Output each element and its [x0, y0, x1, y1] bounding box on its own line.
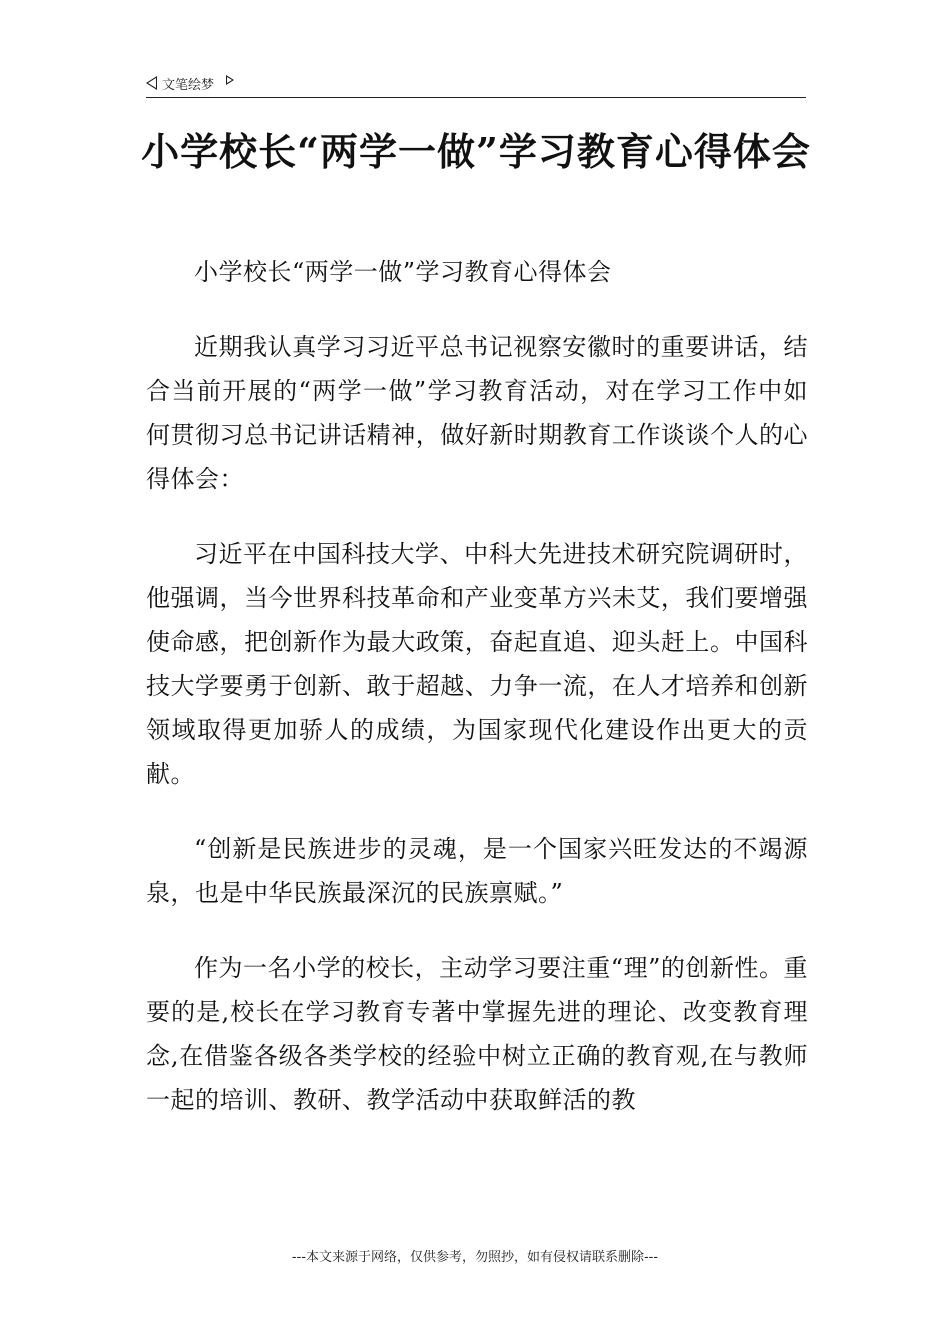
paragraph-subtitle: 小学校长“两学一做”学习教育心得体会 [194, 258, 612, 286]
triangle-left-icon [146, 76, 157, 90]
triangle-right-icon [226, 75, 234, 85]
document-body [146, 250, 808, 1153]
header-label: 文笔绘梦 [162, 77, 215, 93]
paragraph: 作为一名小学的校长，主动学习要注重“理”的创新性。重要的是,校长在学习教育专著中掌握先进的理论、改变教育理念,在借鉴各级各类学校的经验中树立正确的教育观,在与教师一起的培训、教研、教学活动中获取鲜活的教 [146, 954, 808, 1114]
document-header [146, 72, 234, 94]
header-divider [146, 97, 806, 98]
paragraph: 习近平在中国科技大学、中科大先进技术研究院调研时，他强调，当今世界科技革命和产业变革方兴未艾，我们要增强使命感，把创新作为最大政策，奋起直追、迎头赶上。中国科技大学要勇于创新、敢于超越、力争一流，在人才培养和创新领域取得更加骄人的成绩，为国家现代化建设作出更大的贡献。 [146, 540, 808, 788]
paragraph-quote: “创新是民族进步的灵魂，是一个国家兴旺发达的不竭源泉，也是中华民族最深沉的民族禀赋。” [146, 835, 808, 907]
paragraph: 近期我认真学习习近平总书记视察安徽时的重要讲话，结合当前开展的“两学一做”学习教育活动，对在学习工作中如何贯彻习总书记讲话精神，做好新时期教育工作谈谈个人的心得体会： [146, 333, 808, 493]
footer-disclaimer: ---本文来源于网络，仅供参考，勿照抄，如有侵权请联系删除--- [291, 1250, 659, 1265]
document-title: 小学校长“两学一做”学习教育心得体会 [141, 129, 811, 174]
